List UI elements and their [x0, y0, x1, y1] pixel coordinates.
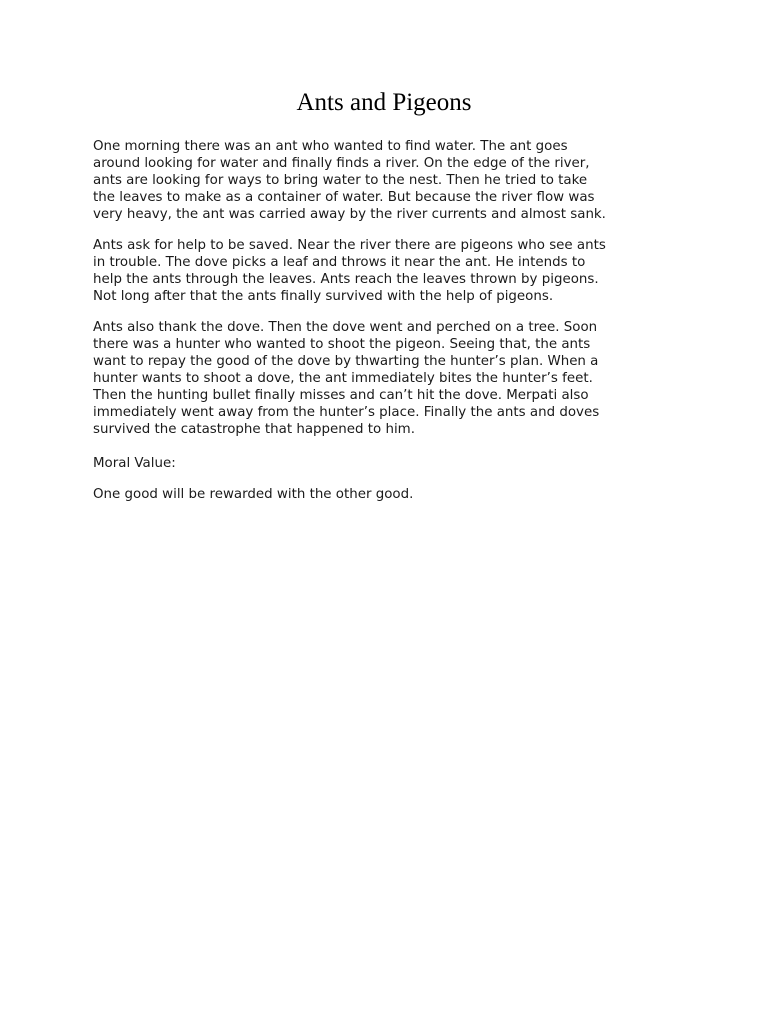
paragraph-2 [93, 237, 673, 305]
paragraph-line: there was a hunter who wanted to shoot the pigeon. Seeing that, the ants [93, 337, 591, 352]
paragraph-line: ants are looking for ways to bring water to the nest. Then he tried to take [93, 173, 588, 188]
paragraph-line: immediately went away from the hunter’s place. Finally the ants and doves [93, 405, 600, 420]
paragraph-line: Then the hunting bullet finally misses and can’t hit the dove. Merpati also [93, 388, 589, 403]
paragraph-line: One morning there was an ant who wanted to find water. The ant goes [93, 139, 568, 154]
moral-text: One good will be rewarded with the other good. [93, 487, 414, 502]
paragraph-line: Not long after that the ants finally survived with the help of pigeons. [93, 289, 554, 304]
paragraph-1 [93, 138, 673, 223]
paragraph-line: help the ants through the leaves. Ants reach the leaves thrown by pigeons. [93, 272, 599, 287]
document-body [93, 138, 673, 517]
document-title: Ants and Pigeons [296, 89, 472, 116]
moral-label: Moral Value: [93, 456, 176, 471]
paragraph-line: in trouble. The dove picks a leaf and throws it near the ant. He intends to [93, 255, 586, 270]
paragraph-line: Ants ask for help to be saved. Near the river there are pigeons who see ants [93, 238, 606, 253]
paragraph-line: hunter wants to shoot a dove, the ant immediately bites the hunter’s feet. [93, 371, 593, 386]
paragraph-line: around looking for water and finally finds a river. On the edge of the river, [93, 156, 590, 171]
paragraph-line: survived the catastrophe that happened to him. [93, 422, 415, 437]
paragraph-line: Ants also thank the dove. Then the dove went and perched on a tree. Soon [93, 320, 598, 335]
paragraph-line: the leaves to make as a container of water. But because the river flow was [93, 190, 595, 205]
paragraph-line: want to repay the good of the dove by thwarting the hunter’s plan. When a [93, 354, 599, 369]
paragraph-3 [93, 319, 673, 438]
paragraph-line: very heavy, the ant was carried away by the river currents and almost sank. [93, 207, 606, 222]
